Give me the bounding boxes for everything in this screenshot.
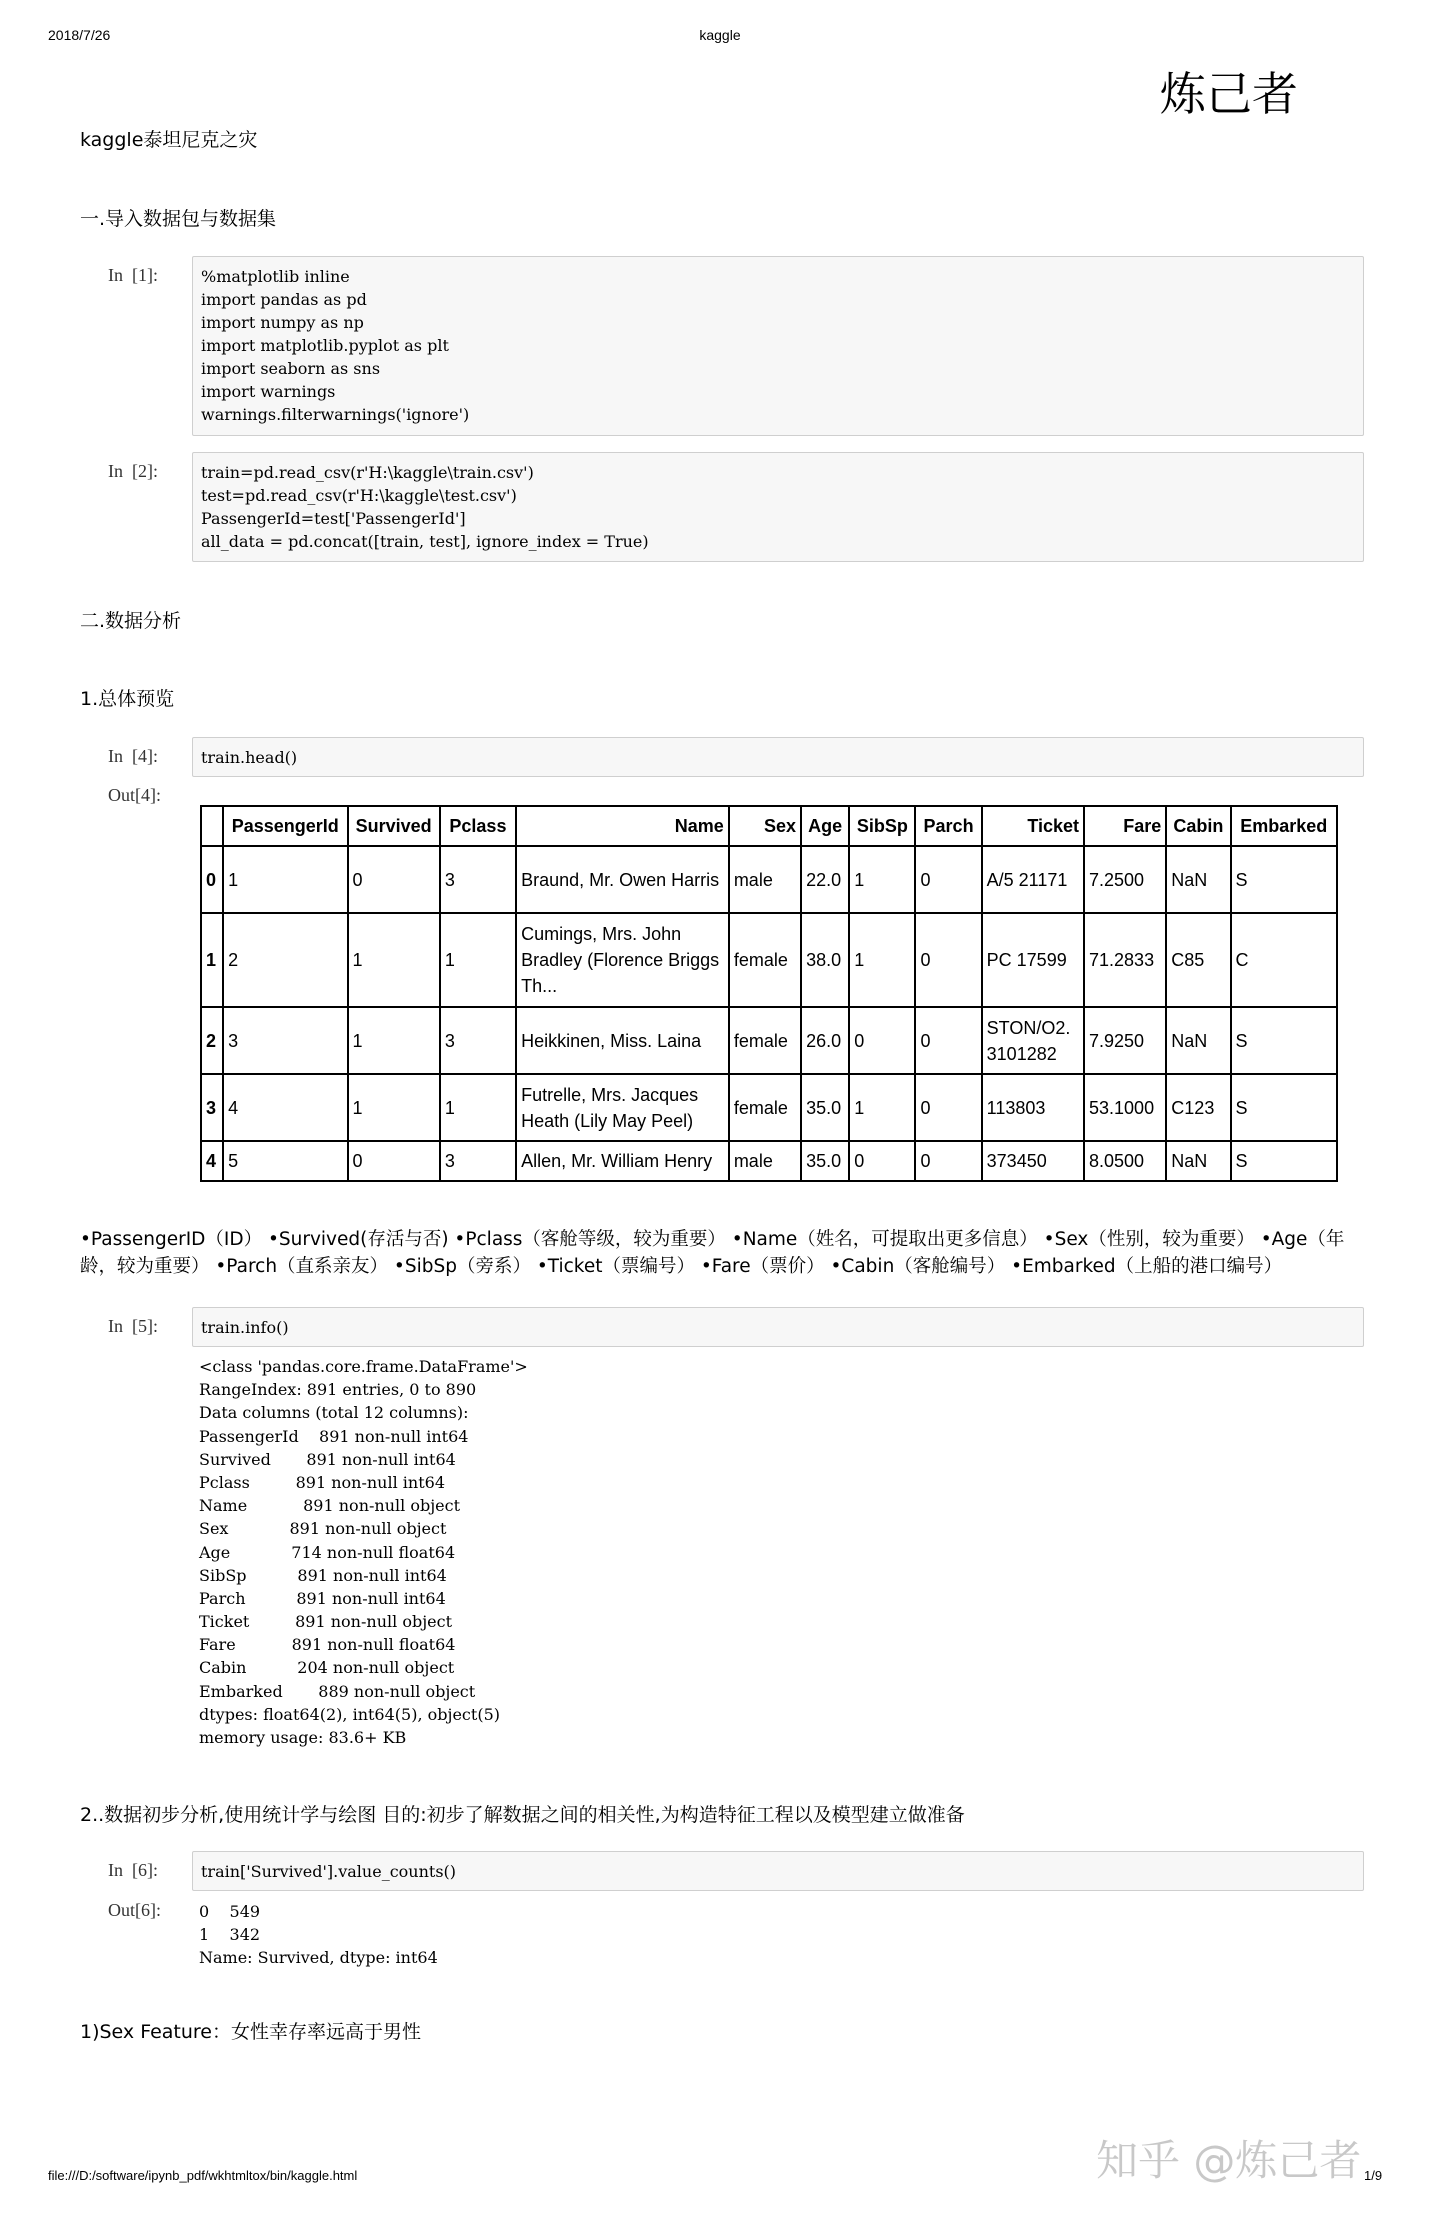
table-cell: C xyxy=(1231,913,1337,1007)
output-line: 0 549 xyxy=(199,1902,261,1921)
column-header: PassengerId xyxy=(223,806,347,846)
output-line: Name: Survived, dtype: int64 xyxy=(199,1948,438,1968)
table-cell: STON/O2. 3101282 xyxy=(982,1007,1084,1074)
cell-prompt-in-2: In [2]: xyxy=(108,461,158,481)
table-cell: male xyxy=(729,846,801,913)
table-cell: 22.0 xyxy=(801,846,849,913)
table-cell: 0 xyxy=(915,846,981,913)
table-row xyxy=(201,1141,1337,1181)
cell-prompt-out-4: Out[4]: xyxy=(108,785,161,805)
code-line: import matplotlib.pyplot as plt xyxy=(201,336,449,355)
output-line: PassengerId 891 non-null int64 xyxy=(199,1426,469,1446)
table-cell: Braund, Mr. Owen Harris xyxy=(516,846,729,913)
output-line: Fare 891 non-null float64 xyxy=(199,1635,456,1655)
output-line: Survived 891 non-null int64 xyxy=(199,1449,456,1469)
cell-prompt-in-6: In [6]: xyxy=(108,1860,158,1880)
table-cell-index: 2 xyxy=(201,1007,223,1074)
table-cell: 8.0500 xyxy=(1084,1141,1166,1181)
table-cell: Cumings, Mrs. John Bradley (Florence Briggs Th... xyxy=(516,913,729,1007)
table-cell: NaN xyxy=(1166,1141,1230,1181)
table-cell: Futrelle, Mrs. Jacques Heath (Lily May Peel) xyxy=(516,1074,729,1141)
column-header: Embarked xyxy=(1231,806,1337,846)
author-brand: 炼己者 xyxy=(1160,67,1298,121)
cell-prompt-out-6: Out[6]: xyxy=(108,1900,161,1920)
table-cell: 0 xyxy=(915,913,981,1007)
code-line: train.head() xyxy=(201,748,298,767)
output-line: Parch 891 non-null int64 xyxy=(199,1588,446,1608)
column-header: Ticket xyxy=(982,806,1084,846)
table-cell: 2 xyxy=(223,913,347,1007)
table-cell: 3 xyxy=(440,1141,516,1181)
code-line: import numpy as np xyxy=(201,313,364,332)
code-line: import pandas as pd xyxy=(201,290,367,309)
table-cell: 3 xyxy=(440,1007,516,1074)
table-cell: 1 xyxy=(440,1074,516,1141)
table-cell: 0 xyxy=(915,1007,981,1074)
table-cell: 26.0 xyxy=(801,1007,849,1074)
code-line: %matplotlib inline xyxy=(201,267,350,286)
table-cell: 0 xyxy=(915,1141,981,1181)
table-cell: C85 xyxy=(1166,913,1230,1007)
table-cell: 0 xyxy=(348,846,440,913)
table-cell: 35.0 xyxy=(801,1141,849,1181)
table-cell: C123 xyxy=(1166,1074,1230,1141)
file-path: file:///D:/software/ipynb_pdf/wkhtmltox/bin/kaggle.html xyxy=(48,2168,358,2183)
cell-prompt-in-1: In [1]: xyxy=(108,265,158,285)
table-cell: 53.1000 xyxy=(1084,1074,1166,1141)
table-cell: female xyxy=(729,1007,801,1074)
table-cell: 0 xyxy=(348,1141,440,1181)
table-cell: 7.2500 xyxy=(1084,846,1166,913)
table-cell-index: 0 xyxy=(201,846,223,913)
subheading-preliminary-analysis: 2..数据初步分析,使用统计学与绘图 目的:初步了解数据之间的相关性,为构造特征工程以及模型建立做准备 xyxy=(80,1804,965,1826)
table-cell: 38.0 xyxy=(801,913,849,1007)
code-cell-imports[interactable] xyxy=(192,256,1364,436)
table-cell-index: 1 xyxy=(201,913,223,1007)
table-cell: Heikkinen, Miss. Laina xyxy=(516,1007,729,1074)
table-cell: NaN xyxy=(1166,1007,1230,1074)
code-line: all_data = pd.concat([train, test], ignore_index = True) xyxy=(201,532,649,551)
output-line: RangeIndex: 891 entries, 0 to 890 xyxy=(199,1380,477,1400)
value-counts-output xyxy=(199,1900,438,1970)
output-line: dtypes: float64(2), int64(5), object(5) xyxy=(199,1704,500,1724)
code-cell-head[interactable] xyxy=(192,737,1364,777)
watermark: 知乎 @炼己者 xyxy=(1096,2136,1362,2185)
column-header: Cabin xyxy=(1166,806,1230,846)
column-header: Age xyxy=(801,806,849,846)
table-cell-index: 3 xyxy=(201,1074,223,1141)
dataframe-head-table xyxy=(200,805,1338,1182)
code-line: test=pd.read_csv(r'H:\kaggle\test.csv') xyxy=(201,486,517,505)
table-cell: 0 xyxy=(849,1007,915,1074)
table-cell: 373450 xyxy=(982,1141,1084,1181)
output-line: Ticket 891 non-null object xyxy=(199,1612,453,1632)
column-header: Fare xyxy=(1084,806,1166,846)
code-line: PassengerId=test['PassengerId'] xyxy=(201,509,466,528)
table-cell: A/5 21171 xyxy=(982,846,1084,913)
table-cell: 1 xyxy=(223,846,347,913)
table-cell: female xyxy=(729,1074,801,1141)
column-header: Name xyxy=(516,806,729,846)
table-cell: 1 xyxy=(440,913,516,1007)
table-cell: S xyxy=(1231,1007,1337,1074)
table-cell: 0 xyxy=(915,1074,981,1141)
section-heading-analysis: 二.数据分析 xyxy=(80,610,182,632)
code-line: warnings.filterwarnings('ignore') xyxy=(201,405,470,424)
code-line: train['Survived'].value_counts() xyxy=(201,1862,457,1881)
feature-description: •PassengerID（ID） •Survived(存活与否) •Pclass（客舱等级，较为重要） •Name（姓名，可提取出更多信息） •Sex（性别，较为重要） •Age（年龄，较为重要） •Parch（直系亲友） •SibSp（旁系） •Ticket（票编号） •Fare（票价） •Cabin（客舱编号） •Embarked（上船的港口编号） xyxy=(80,1229,1345,1277)
table-cell: 0 xyxy=(849,1141,915,1181)
table-cell-index: 4 xyxy=(201,1141,223,1181)
output-line: Pclass 891 non-null int64 xyxy=(199,1472,445,1492)
code-line: train=pd.read_csv(r'H:\kaggle\train.csv') xyxy=(201,463,534,482)
table-cell: 35.0 xyxy=(801,1074,849,1141)
output-line: Sex 891 non-null object xyxy=(199,1519,447,1539)
code-cell-load-data[interactable] xyxy=(192,452,1364,562)
table-cell: 3 xyxy=(223,1007,347,1074)
info-output xyxy=(199,1355,528,1749)
subheading-sex-feature: 1)Sex Feature：女性幸存率远高于男性 xyxy=(80,2021,421,2043)
code-cell-value-counts[interactable] xyxy=(192,1851,1364,1891)
table-cell: S xyxy=(1231,1074,1337,1141)
section-heading-import: 一.导入数据包与数据集 xyxy=(80,208,277,230)
table-cell: 3 xyxy=(440,846,516,913)
table-cell: female xyxy=(729,913,801,1007)
code-line: train.info() xyxy=(201,1318,289,1337)
table-cell: 1 xyxy=(849,1074,915,1141)
table-row xyxy=(201,913,1337,1007)
output-line: <class 'pandas.core.frame.DataFrame'> xyxy=(199,1357,528,1376)
column-header-index xyxy=(201,806,223,846)
table-cell: 1 xyxy=(348,1007,440,1074)
code-line: import seaborn as sns xyxy=(201,359,381,378)
table-cell: 1 xyxy=(849,913,915,1007)
column-header: Pclass xyxy=(440,806,516,846)
table-cell: Allen, Mr. William Henry xyxy=(516,1141,729,1181)
table-cell: NaN xyxy=(1166,846,1230,913)
print-date: 2018/7/26 xyxy=(48,27,111,43)
output-line: Name 891 non-null object xyxy=(199,1496,461,1516)
table-row xyxy=(201,1074,1337,1141)
table-cell: 1 xyxy=(348,913,440,1007)
output-line: memory usage: 83.6+ KB xyxy=(199,1728,407,1747)
table-cell: 113803 xyxy=(982,1074,1084,1141)
column-header: Sex xyxy=(729,806,801,846)
output-line: 1 342 xyxy=(199,1925,261,1945)
doc-title: kaggle泰坦尼克之灾 xyxy=(80,129,258,151)
table-cell: 7.9250 xyxy=(1084,1007,1166,1074)
code-line: import warnings xyxy=(201,382,336,401)
table-row xyxy=(201,1007,1337,1074)
print-title: kaggle xyxy=(699,27,741,43)
table-row xyxy=(201,846,1337,913)
code-cell-info[interactable] xyxy=(192,1307,1364,1347)
page-number: 1/9 xyxy=(1364,2168,1383,2183)
column-header: Survived xyxy=(348,806,440,846)
output-line: Embarked 889 non-null object xyxy=(199,1681,476,1701)
table-cell: 71.2833 xyxy=(1084,913,1166,1007)
table-cell: S xyxy=(1231,846,1337,913)
output-line: Cabin 204 non-null object xyxy=(199,1658,455,1678)
column-header: Parch xyxy=(915,806,981,846)
output-line: Age 714 non-null float64 xyxy=(199,1542,456,1562)
column-header: SibSp xyxy=(849,806,915,846)
table-header-row xyxy=(201,806,1337,846)
subheading-overview: 1.总体预览 xyxy=(80,688,175,710)
table-cell: 5 xyxy=(223,1141,347,1181)
cell-prompt-in-5: In [5]: xyxy=(108,1316,158,1336)
table-cell: 1 xyxy=(348,1074,440,1141)
table-cell: PC 17599 xyxy=(982,913,1084,1007)
table-cell: 1 xyxy=(849,846,915,913)
output-line: Data columns (total 12 columns): xyxy=(199,1403,469,1423)
table-cell: male xyxy=(729,1141,801,1181)
cell-prompt-in-4: In [4]: xyxy=(108,746,158,766)
output-line: SibSp 891 non-null int64 xyxy=(199,1565,447,1585)
table-cell: S xyxy=(1231,1141,1337,1181)
table-cell: 4 xyxy=(223,1074,347,1141)
